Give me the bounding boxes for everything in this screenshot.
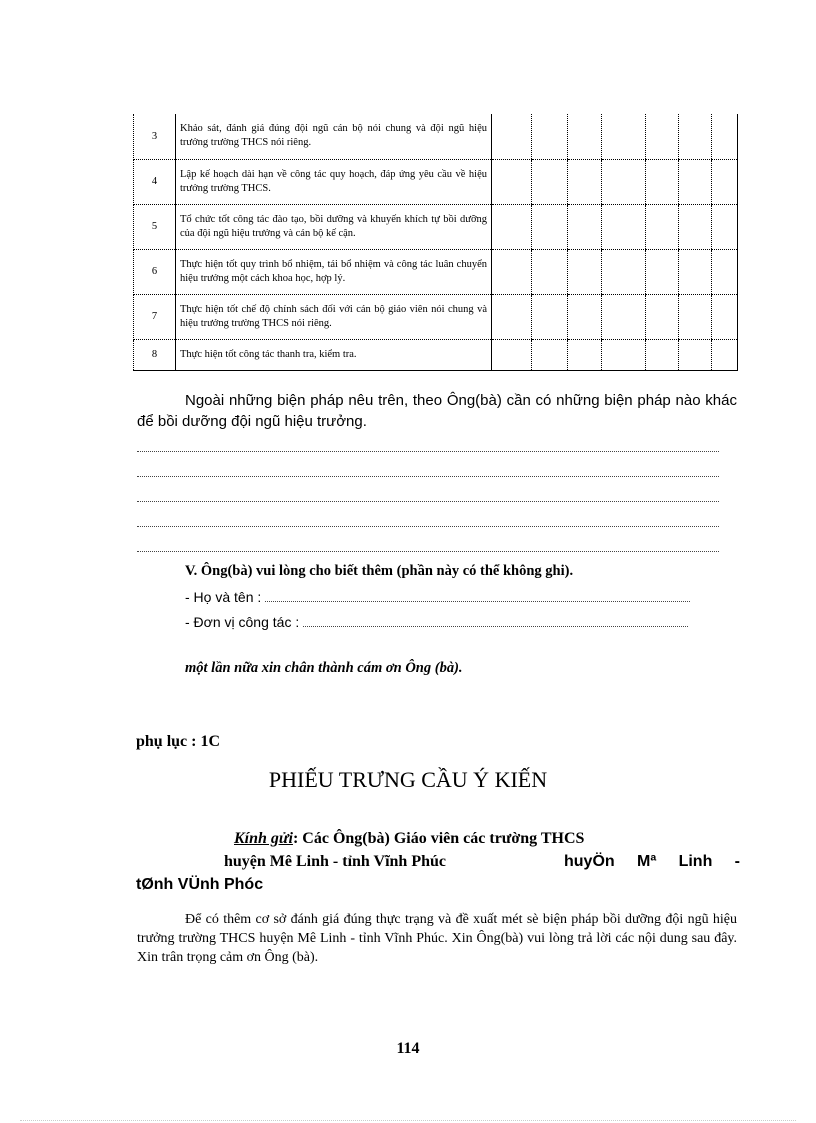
question-paragraph: Ngoài những biện pháp nêu trên, theo Ông(bà) cần có những biện pháp nào khác để bồi dưỡng đội ngũ hiệu trưởng. [137, 392, 737, 430]
answer-line[interactable] [137, 475, 719, 477]
garbled-line-3: tØnh VÜnh Phóc [136, 876, 264, 893]
answer-line[interactable] [137, 525, 719, 527]
rating-cell[interactable] [532, 339, 568, 370]
garbled-word: huyÖn [564, 853, 615, 870]
table-row [134, 249, 738, 294]
rating-cell[interactable] [712, 204, 738, 249]
rating-cell[interactable] [532, 294, 568, 339]
rating-cell[interactable] [712, 114, 738, 159]
section-v-title: V. Ông(bà) vui lòng cho biết thêm (phần này có thể không ghi). [185, 563, 574, 579]
rating-cell[interactable] [679, 159, 712, 204]
answer-line[interactable] [137, 550, 719, 552]
rating-cell[interactable] [679, 249, 712, 294]
row-number: 7 [134, 294, 176, 339]
garbled-word: Mª [637, 853, 657, 870]
rating-cell[interactable] [646, 294, 679, 339]
row-number: 8 [134, 339, 176, 370]
rating-cell[interactable] [532, 204, 568, 249]
rating-cell[interactable] [712, 159, 738, 204]
table-row [134, 339, 738, 370]
thanks-line: một lần nữa xin chân thành cám ơn Ông (bà). [185, 660, 463, 676]
rating-cell[interactable] [492, 159, 532, 204]
rating-cell[interactable] [492, 249, 532, 294]
appendix-label: phụ lục : 1C [136, 733, 221, 750]
row-criterion: Lập kế hoạch dài hạn về công tác quy hoạch, đáp ứng yêu cầu về hiệu trưởng trường THCS. [176, 159, 492, 204]
recipient-line-1 [234, 830, 584, 848]
recipient-text: : Các Ông(bà) Giáo viên các trường THCS [292, 830, 585, 847]
rating-cell[interactable] [568, 339, 602, 370]
rating-cell[interactable] [492, 339, 532, 370]
rating-cell[interactable] [568, 204, 602, 249]
page-divider [20, 1120, 796, 1121]
answer-line[interactable] [137, 450, 719, 452]
page-number: 114 [396, 1040, 420, 1057]
rating-cell[interactable] [679, 339, 712, 370]
rating-cell[interactable] [646, 114, 679, 159]
rating-cell[interactable] [646, 159, 679, 204]
rating-cell[interactable] [568, 294, 602, 339]
row-criterion: Thực hiện tốt quy trình bổ nhiệm, tái bổ nhiệm và công tác luân chuyển hiệu trưởng một cách khoa học, hợp lý. [176, 249, 492, 294]
garbled-text [564, 853, 740, 871]
garbled-word: - [734, 853, 740, 870]
recipient-label: Kính gửi [234, 830, 293, 847]
rating-cell[interactable] [646, 204, 679, 249]
unit-label: - Đơn vị công tác : [185, 614, 300, 630]
table-row [134, 159, 738, 204]
rating-cell[interactable] [602, 294, 646, 339]
row-criterion: Tổ chức tốt công tác đào tạo, bồi dưỡng và khuyến khích tự bồi dưỡng của đội ngũ hiệu trưởng và cán bộ kế cận. [176, 204, 492, 249]
rating-cell[interactable] [532, 114, 568, 159]
unit-input-line[interactable] [303, 614, 688, 627]
survey-table [133, 114, 738, 371]
rating-cell[interactable] [602, 249, 646, 294]
rating-cell[interactable] [712, 294, 738, 339]
rating-cell[interactable] [712, 339, 738, 370]
intro-paragraph: Để có thêm cơ sở đánh giá đúng thực trạng và đề xuất mét sè biện pháp bồi dưỡng đội ngũ hiệu trưởng trường THCS huyện Mê Linh - tỉnh Vĩnh Phúc. Xin Ông(bà) vui lòng trả lời các nội dung sau đây. Xin trân trọng cảm ơn Ông (bà). [137, 912, 737, 965]
name-label: - Họ và tên : [185, 589, 262, 605]
answer-line[interactable] [137, 500, 719, 502]
table-row [134, 204, 738, 249]
table-row [134, 114, 738, 159]
row-number: 3 [134, 114, 176, 159]
row-criterion: Khảo sát, đánh giá đúng đội ngũ cán bộ nói chung và đội ngũ hiệu trưởng trường THCS nói riêng. [176, 114, 492, 159]
row-criterion: Thực hiện tốt công tác thanh tra, kiểm tra. [176, 339, 492, 370]
rating-cell[interactable] [568, 249, 602, 294]
row-number: 4 [134, 159, 176, 204]
rating-cell[interactable] [568, 159, 602, 204]
rating-cell[interactable] [532, 249, 568, 294]
rating-cell[interactable] [679, 204, 712, 249]
rating-cell[interactable] [568, 114, 602, 159]
row-number: 5 [134, 204, 176, 249]
rating-cell[interactable] [679, 114, 712, 159]
garbled-word: Linh [678, 853, 713, 870]
name-field[interactable] [185, 589, 690, 605]
row-criterion: Thực hiện tốt chế độ chính sách đối với cán bộ giáo viên nói chung và hiệu trưởng trường THCS nói riêng. [176, 294, 492, 339]
recipient-line-2: huyện Mê Linh - tỉnh Vĩnh Phúc [224, 853, 446, 870]
rating-cell[interactable] [602, 159, 646, 204]
rating-cell[interactable] [602, 114, 646, 159]
rating-cell[interactable] [492, 204, 532, 249]
rating-cell[interactable] [602, 339, 646, 370]
table-row [134, 294, 738, 339]
rating-cell[interactable] [712, 249, 738, 294]
rating-cell[interactable] [679, 294, 712, 339]
rating-cell[interactable] [492, 294, 532, 339]
unit-field[interactable] [185, 614, 688, 630]
rating-cell[interactable] [646, 339, 679, 370]
rating-cell[interactable] [646, 249, 679, 294]
name-input-line[interactable] [265, 589, 690, 602]
rating-cell[interactable] [492, 114, 532, 159]
rating-cell[interactable] [532, 159, 568, 204]
row-number: 6 [134, 249, 176, 294]
form-title: PHIẾU TRƯNG CẦU Ý KIẾN [268, 767, 548, 792]
rating-cell[interactable] [602, 204, 646, 249]
